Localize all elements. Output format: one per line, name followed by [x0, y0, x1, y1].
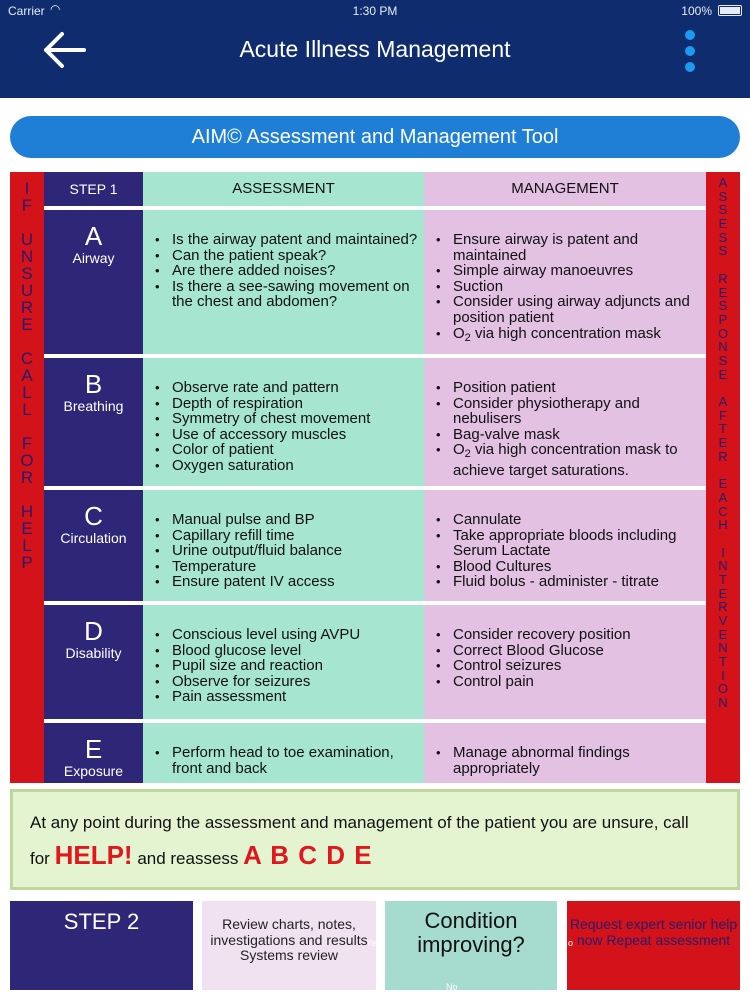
- list-item: • Control seizures: [453, 658, 700, 674]
- management-cell-list: [424, 380, 706, 479]
- left-banner-letter: E: [21, 519, 33, 538]
- right-banner-letter: S: [718, 352, 728, 368]
- list-item: • Capillary refill time: [172, 528, 418, 544]
- step-name: Airway: [72, 250, 115, 266]
- page-title: Acute Illness Management: [239, 36, 511, 62]
- list-item: • Position patient: [453, 380, 700, 396]
- right-banner-letter: S: [718, 202, 728, 218]
- management-cell: [424, 723, 706, 783]
- assessment-cell: [143, 605, 424, 719]
- left-banner-letter: C: [20, 349, 34, 368]
- table-row: [44, 723, 706, 783]
- help-callout: [10, 789, 740, 890]
- oxygen-text: via high concentration mask to achieve target saturations.: [453, 441, 678, 479]
- right-banner-letter: O: [717, 325, 729, 341]
- yes-label: Ye: [366, 938, 377, 948]
- right-banner-letter: I: [721, 544, 725, 560]
- list-item: • Ensure airway is patent and maintained: [453, 232, 700, 263]
- assessment-cell-list: [143, 380, 424, 474]
- step-letter-cell: [44, 358, 143, 486]
- step-letter-cell: [44, 210, 143, 354]
- oxygen-list-item: [453, 442, 700, 478]
- right-banner-letter: E: [718, 366, 728, 382]
- left-banner-letter: O: [20, 451, 34, 470]
- o-label: o: [568, 938, 574, 948]
- help-text-line1: At any point during the assessment and management of the patient you are unsure, call: [30, 813, 689, 832]
- left-banner-letter: L: [22, 383, 32, 402]
- right-banner-letter: S: [718, 243, 728, 259]
- assessment-cell: [143, 210, 424, 354]
- list-item: • Consider using airway adjuncts and position patient: [453, 294, 700, 325]
- list-item: • Correct Blood Glucose: [453, 643, 700, 659]
- right-response-banner: [706, 172, 740, 783]
- list-item: • Cannulate: [453, 512, 700, 528]
- abcde-emphasis: A B C D E: [243, 840, 373, 870]
- step1-header: STEP 1: [44, 172, 143, 206]
- management-cell-list: [424, 745, 706, 776]
- list-item: • Manual pulse and BP: [172, 512, 418, 528]
- right-banner-letter: [706, 463, 740, 477]
- left-banner-letter: [10, 214, 44, 231]
- management-cell-list: [424, 627, 706, 689]
- list-item: • Observe for seizures: [172, 674, 418, 690]
- step-letter: E: [84, 734, 103, 764]
- left-banner-letter: A: [21, 366, 33, 385]
- right-banner-letter: N: [718, 339, 728, 355]
- right-banner-letter: I: [721, 667, 725, 683]
- left-banner-letter: R: [20, 468, 34, 487]
- right-banner-letter: [706, 258, 740, 272]
- battery-icon: [718, 5, 742, 16]
- left-help-banner: [10, 172, 44, 783]
- help-text-line2: [30, 840, 373, 871]
- right-banner-letter: [706, 532, 740, 546]
- list-item: • Is the airway patent and maintained?: [172, 232, 418, 248]
- right-banner-letter: S: [718, 188, 728, 204]
- no-label: No: [446, 982, 458, 992]
- right-banner-letter: E: [718, 284, 728, 300]
- condition-improving-box[interactable]: Condition improving?: [385, 901, 557, 990]
- step-letter-cell: [44, 723, 143, 783]
- list-item: • Consider recovery position: [453, 627, 700, 643]
- list-item: • Urine output/fluid balance: [172, 543, 418, 559]
- list-item: • Ensure patent IV access: [172, 574, 418, 590]
- left-banner-letter: S: [21, 264, 33, 283]
- right-banner-letter: N: [718, 558, 728, 574]
- assessment-cell: [143, 490, 424, 601]
- table-header-row: [44, 172, 706, 206]
- right-banner-letter: S: [718, 229, 728, 245]
- table-row: [44, 210, 706, 354]
- list-item: • Simple airway manoeuvres: [453, 263, 700, 279]
- more-menu-button[interactable]: [678, 28, 702, 74]
- right-banner-letter: T: [719, 654, 727, 670]
- right-banner-letter: A: [718, 175, 728, 190]
- left-banner-letter: [10, 486, 44, 503]
- left-banner-letter: N: [20, 247, 34, 266]
- oxygen-symbol: O: [453, 441, 465, 459]
- step-name: Breathing: [63, 398, 124, 414]
- step-letter: D: [84, 616, 103, 646]
- list-item: • Suction: [453, 279, 700, 295]
- list-item: • Conscious level using AVPU: [172, 627, 418, 643]
- left-banner-letter: F: [21, 434, 33, 453]
- management-cell: [424, 358, 706, 486]
- list-item: • Temperature: [172, 559, 418, 575]
- right-banner-letter: T: [719, 421, 727, 437]
- management-cell: [424, 490, 706, 601]
- carrier-label: Carrier: [8, 4, 45, 18]
- list-item: • Perform head to toe examination, front and back: [172, 745, 418, 776]
- oxygen-subscript: 2: [464, 448, 471, 461]
- right-banner-letter: R: [718, 599, 728, 615]
- list-item: • Blood Cultures: [453, 559, 700, 575]
- assessment-cell: [143, 358, 424, 486]
- oxygen-subscript: 2: [464, 331, 471, 344]
- list-item: • Symmetry of chest movement: [172, 411, 418, 427]
- nav-header: [0, 0, 750, 98]
- right-banner-letter: H: [718, 517, 728, 533]
- request-senior-help-box[interactable]: Request expert senior help now Repeat assessment: [567, 901, 740, 990]
- list-item: • Consider physiotherapy and nebulisers: [453, 396, 700, 427]
- left-banner-text: [10, 180, 44, 571]
- list-item: • Bag-valve mask: [453, 427, 700, 443]
- list-item: • Fluid bolus - administer - titrate: [453, 574, 700, 590]
- oxygen-list-item: [453, 326, 700, 347]
- assessment-cell-list: [143, 512, 424, 590]
- left-banner-letter: [10, 333, 44, 350]
- status-bar: [0, 0, 750, 22]
- left-banner-letter: U: [20, 230, 34, 249]
- vertical-dots-icon-dot: [685, 46, 695, 56]
- list-item: • Oxygen saturation: [172, 458, 418, 474]
- right-banner-letter: N: [718, 640, 728, 656]
- assessment-cell-list: [143, 627, 424, 705]
- assessment-header: ASSESSMENT: [143, 172, 424, 206]
- step2-label: STEP 2: [10, 901, 193, 990]
- assessment-cell: [143, 723, 424, 783]
- right-banner-letter: P: [718, 311, 728, 327]
- table-row: [44, 605, 706, 719]
- left-banner-letter: U: [20, 281, 34, 300]
- right-banner-letter: E: [718, 216, 728, 232]
- oxygen-text: via high concentration mask: [470, 324, 661, 342]
- management-header: MANAGEMENT: [424, 172, 706, 206]
- list-item: • Use of accessory muscles: [172, 427, 418, 443]
- list-item: • Control pain: [453, 674, 700, 690]
- oxygen-symbol: O: [453, 324, 465, 342]
- left-banner-letter: P: [21, 553, 33, 572]
- list-item: • Color of patient: [172, 442, 418, 458]
- step-letter-cell: [44, 490, 143, 601]
- right-banner-letter: E: [718, 435, 728, 451]
- battery-label: 100%: [681, 4, 712, 18]
- clock-label: 1:30 PM: [352, 4, 398, 18]
- step-letter: B: [84, 369, 103, 399]
- right-banner-letter: T: [719, 571, 727, 587]
- assessment-cell-list: [143, 745, 424, 776]
- left-banner-letter: I: [24, 179, 30, 198]
- management-cell: [424, 605, 706, 719]
- left-banner-letter: [10, 418, 44, 435]
- table-row: [44, 490, 706, 601]
- vertical-dots-icon-dot: [685, 62, 695, 72]
- list-item: • Can the patient speak?: [172, 248, 418, 264]
- right-banner-letter: R: [718, 448, 728, 464]
- management-cell-list: [424, 512, 706, 590]
- step-letter: A: [84, 221, 103, 251]
- list-item: • Pain assessment: [172, 689, 418, 705]
- step-name: Exposure: [63, 763, 124, 779]
- right-banner-letter: C: [718, 503, 728, 519]
- list-item: • Pupil size and reaction: [172, 658, 418, 674]
- assessment-cell-list: [143, 232, 424, 310]
- list-item: • Are there added noises?: [172, 263, 418, 279]
- help-for-text: for: [30, 849, 50, 868]
- tool-title-banner: AIM© Assessment and Management Tool: [10, 116, 740, 158]
- right-banner-letter: E: [718, 476, 728, 492]
- right-banner-letter: F: [719, 407, 727, 423]
- help-emphasis: HELP!: [54, 840, 133, 870]
- right-banner-letter: R: [718, 270, 728, 286]
- management-cell-list: [424, 232, 706, 346]
- right-banner-letter: [706, 381, 740, 395]
- review-charts-box[interactable]: Review charts, notes, investigations and results Systems review: [202, 901, 376, 990]
- step-name: Disability: [65, 645, 122, 661]
- left-banner-letter: R: [20, 298, 34, 317]
- step-name: Circulation: [60, 530, 127, 546]
- list-item: • Blood glucose level: [172, 643, 418, 659]
- wifi-icon: ◠: [50, 2, 61, 16]
- list-item: • Manage abnormal findings appropriately: [453, 745, 700, 776]
- left-banner-letter: L: [22, 400, 32, 419]
- right-banner-letter: E: [718, 626, 728, 642]
- vertical-dots-icon: [685, 30, 695, 40]
- management-cell: [424, 210, 706, 354]
- right-banner-letter: A: [718, 394, 728, 409]
- step-letter: C: [84, 501, 103, 531]
- list-item: • Is there a see-sawing movement on the chest and abdomen?: [172, 279, 418, 310]
- left-banner-letter: L: [22, 536, 32, 555]
- right-banner-letter: A: [718, 489, 728, 505]
- right-banner-letter: V: [718, 613, 728, 628]
- left-banner-letter: E: [21, 315, 33, 334]
- step-letter-cell: [44, 605, 143, 719]
- list-item: • Depth of respiration: [172, 396, 418, 412]
- left-banner-letter: H: [20, 502, 34, 521]
- right-banner-letter: S: [718, 298, 728, 314]
- right-banner-letter: E: [718, 585, 728, 601]
- right-banner-text: [706, 176, 740, 710]
- list-item: • Observe rate and pattern: [172, 380, 418, 396]
- right-banner-letter: N: [718, 695, 728, 711]
- right-banner-letter: O: [717, 681, 729, 697]
- reassess-text: and reassess: [137, 849, 239, 868]
- list-item: • Take appropriate bloods including Serum Lactate: [453, 528, 700, 559]
- left-banner-letter: F: [21, 196, 33, 215]
- table-row: [44, 358, 706, 486]
